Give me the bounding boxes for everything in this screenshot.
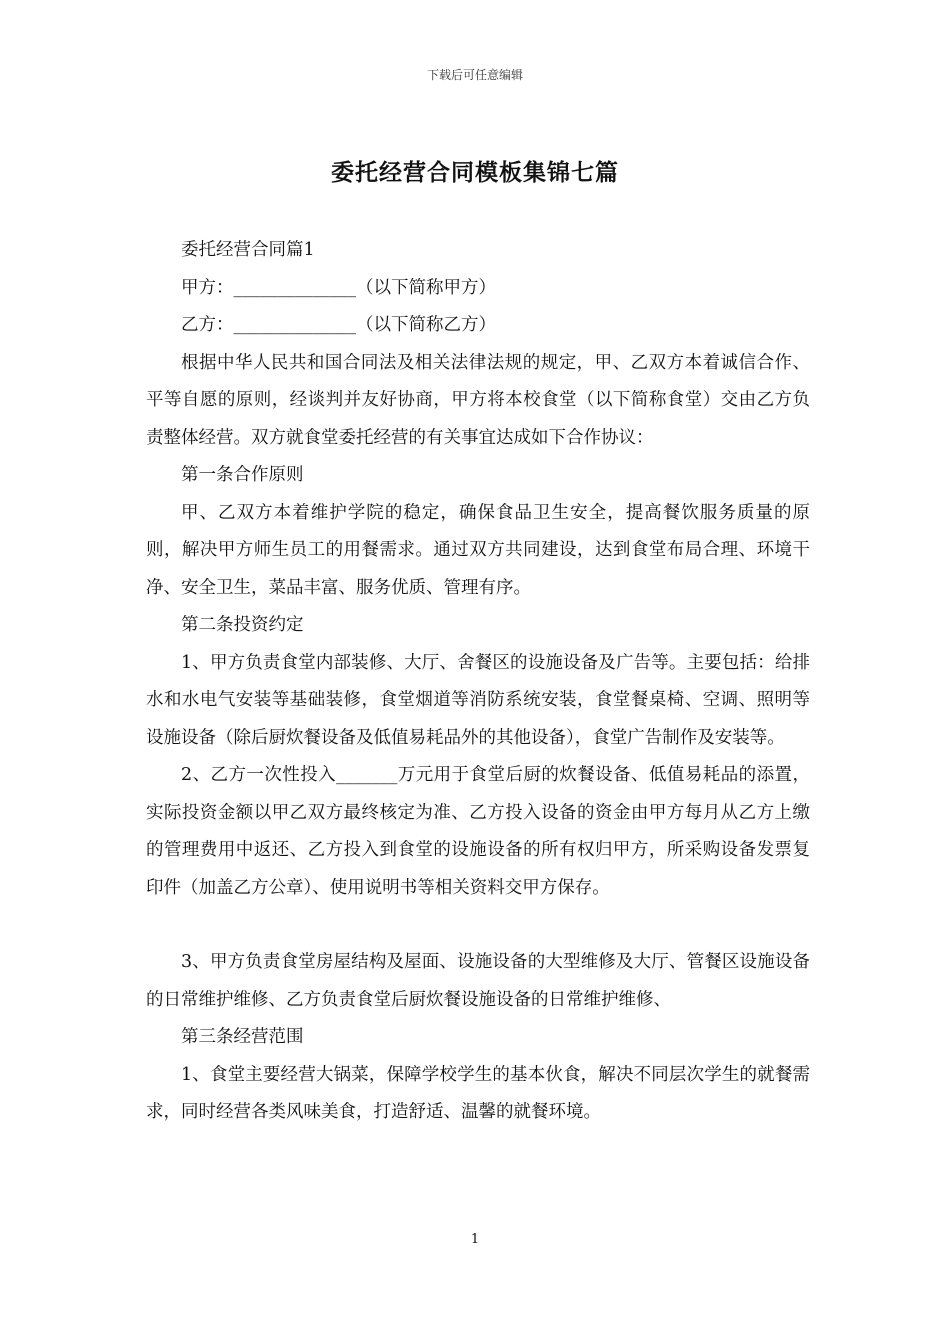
page-number: 1: [470, 1232, 480, 1247]
section-heading: 委托经营合同篇1: [181, 240, 315, 260]
article-2-clause-2: 2、乙方一次性投入_______万元用于食堂后厨的炊餐设备、低值易耗品的添置，实际投资金额以甲乙双方最终核定为准、乙方投入设备的资金由甲方每月从乙方上缴的管理费用中返还、乙方投入到食堂的设施设备的所有权归甲方，所采购设备发票复印件（加盖乙方公章）、使用说明书等相关资料交甲方保存。: [146, 765, 810, 898]
party-b-line: 乙方：______________（以下简称乙方）: [181, 315, 496, 335]
article-2-heading: 第二条投资约定: [181, 615, 304, 635]
document-title: 委托经营合同模板集锦七篇: [331, 159, 619, 186]
header-note: 下载后可任意编辑: [426, 68, 523, 82]
document-body: [146, 232, 810, 1132]
article-1-paragraph: 甲、乙双方本着维护学院的稳定，确保食品卫生安全，提高餐饮服务质量的原则，解决甲方师生员工的用餐需求。通过双方共同建设，达到食堂布局合理、环境干净、安全卫生，菜品丰富、服务优质、管理有序。: [146, 502, 810, 598]
article-1-heading: 第一条合作原则: [181, 465, 304, 485]
article-2-clause-3: 3、甲方负责食堂房屋结构及屋面、设施设备的大型维修及大厅、管餐区设施设备的日常维护维修、乙方负责食堂后厨炊餐设施设备的日常维护维修、: [146, 952, 810, 1010]
article-3-clause-1: 1、食堂主要经营大锅菜，保障学校学生的基本伙食，解决不同层次学生的就餐需求，同时经营各类风味美食，打造舒适、温馨的就餐环境。: [146, 1064, 810, 1122]
article-2-clause-1: 1、甲方负责食堂内部装修、大厅、舍餐区的设施设备及广告等。主要包括：给排水和水电气安装等基础装修，食堂烟道等消防系统安装，食堂餐桌椅、空调、照明等设施设备（除后厨炊餐设备及低值易耗品外的其他设备），食堂广告制作及安装等。: [146, 652, 810, 748]
article-3-heading: 第三条经营范围: [181, 1027, 304, 1047]
preamble-paragraph: 根据中华人民共和国合同法及相关法律法规的规定，甲、乙双方本着诚信合作、平等自愿的原则，经谈判并友好协商，甲方将本校食堂（以下简称食堂）交由乙方负责整体经营。双方就食堂委托经营的有关事宜达成如下合作协议：: [146, 352, 810, 448]
party-a-line: 甲方：______________（以下简称甲方）: [181, 277, 496, 298]
